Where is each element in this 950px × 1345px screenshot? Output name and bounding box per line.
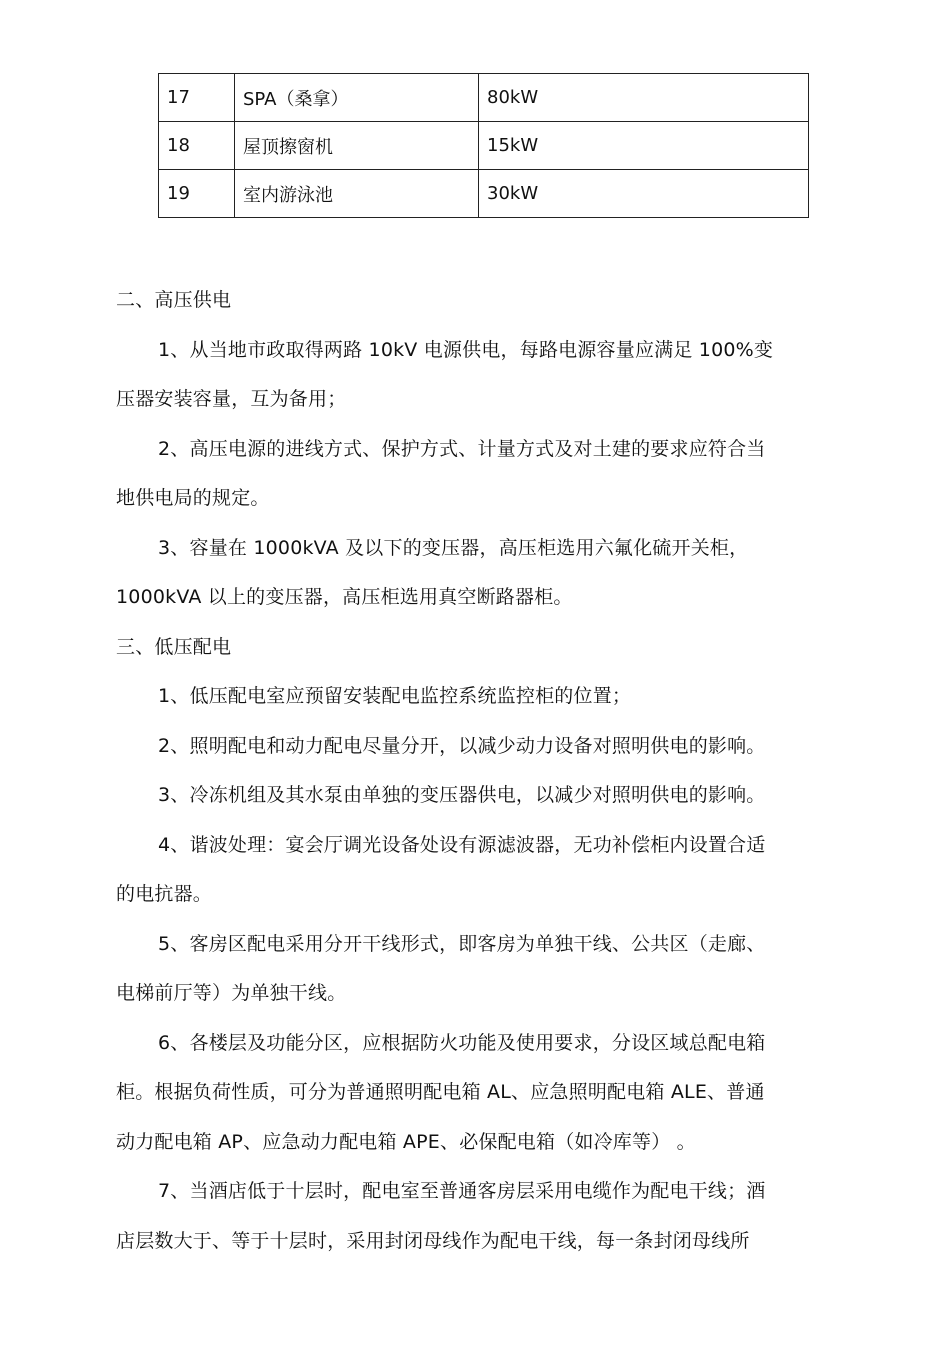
equipment-name-cell: SPA（桑拿）	[235, 74, 479, 122]
paragraph-line: 6、各楼层及功能分区，应根据防火功能及使用要求，分设区域总配电箱	[158, 1031, 766, 1054]
section-heading: 二、高压供电	[116, 289, 232, 311]
paragraph-line: 3、容量在 1000kVA 及以下的变压器，高压柜选用六氟化硫开关柜，	[158, 536, 749, 559]
paragraph-line: 动力配电箱 AP、应急动力配电箱 APE、必保配电箱（如冷库等） 。	[116, 1130, 696, 1153]
power-cell: 80kW	[479, 74, 809, 122]
paragraph-line: 5、客房区配电采用分开干线形式，即客房为单独干线、公共区（走廊、	[158, 932, 766, 955]
paragraph-line: 4、谐波处理：宴会厅调光设备处设有源滤波器，无功补偿柜内设置合适	[158, 833, 766, 856]
row-number-cell: 17	[159, 74, 235, 122]
paragraph-line: 压器安装容量，互为备用；	[116, 388, 347, 410]
section-heading: 三、低压配电	[116, 635, 232, 658]
row-number-cell: 19	[159, 170, 235, 218]
paragraph-line: 店层数大于、等于十层时，采用封闭母线作为配电干线，每一条封闭母线所	[116, 1229, 750, 1252]
paragraph-line: 柜。根据负荷性质，可分为普通照明配电箱 AL、应急照明配电箱 ALE、普通	[116, 1081, 765, 1103]
row-number-cell: 18	[159, 122, 235, 170]
table-row	[159, 122, 809, 170]
equipment-name-cell: 屋顶擦窗机	[235, 122, 479, 170]
paragraph-line: 1、从当地市政取得两路 10kV 电源供电，每路电源容量应满足 100%变	[158, 338, 774, 361]
paragraph-line: 7、当酒店低于十层时，配电室至普通客房层采用电缆作为配电干线；酒	[158, 1180, 766, 1202]
equipment-name-cell: 室内游泳池	[235, 170, 479, 218]
paragraph-line: 的电抗器。	[116, 883, 213, 905]
paragraph-line: 3、冷冻机组及其水泵由单独的变压器供电，以减少对照明供电的影响。	[158, 784, 766, 806]
power-cell: 30kW	[479, 170, 809, 218]
paragraph-line: 地供电局的规定。	[116, 487, 270, 509]
paragraph-line: 2、照明配电和动力配电尽量分开，以减少动力设备对照明供电的影响。	[158, 734, 766, 757]
power-cell: 15kW	[479, 122, 809, 170]
paragraph-line: 2、高压电源的进线方式、保护方式、计量方式及对土建的要求应符合当	[158, 437, 766, 460]
paragraph-line: 电梯前厅等）为单独干线。	[116, 982, 347, 1004]
paragraph-line: 1、低压配电室应预留安装配电监控系统监控柜的位置；	[158, 685, 632, 707]
paragraph-line: 1000kVA 以上的变压器，高压柜选用真空断路器柜。	[116, 586, 573, 608]
table-row	[159, 170, 809, 218]
equipment-power-table	[158, 73, 809, 218]
table-row	[159, 74, 809, 122]
